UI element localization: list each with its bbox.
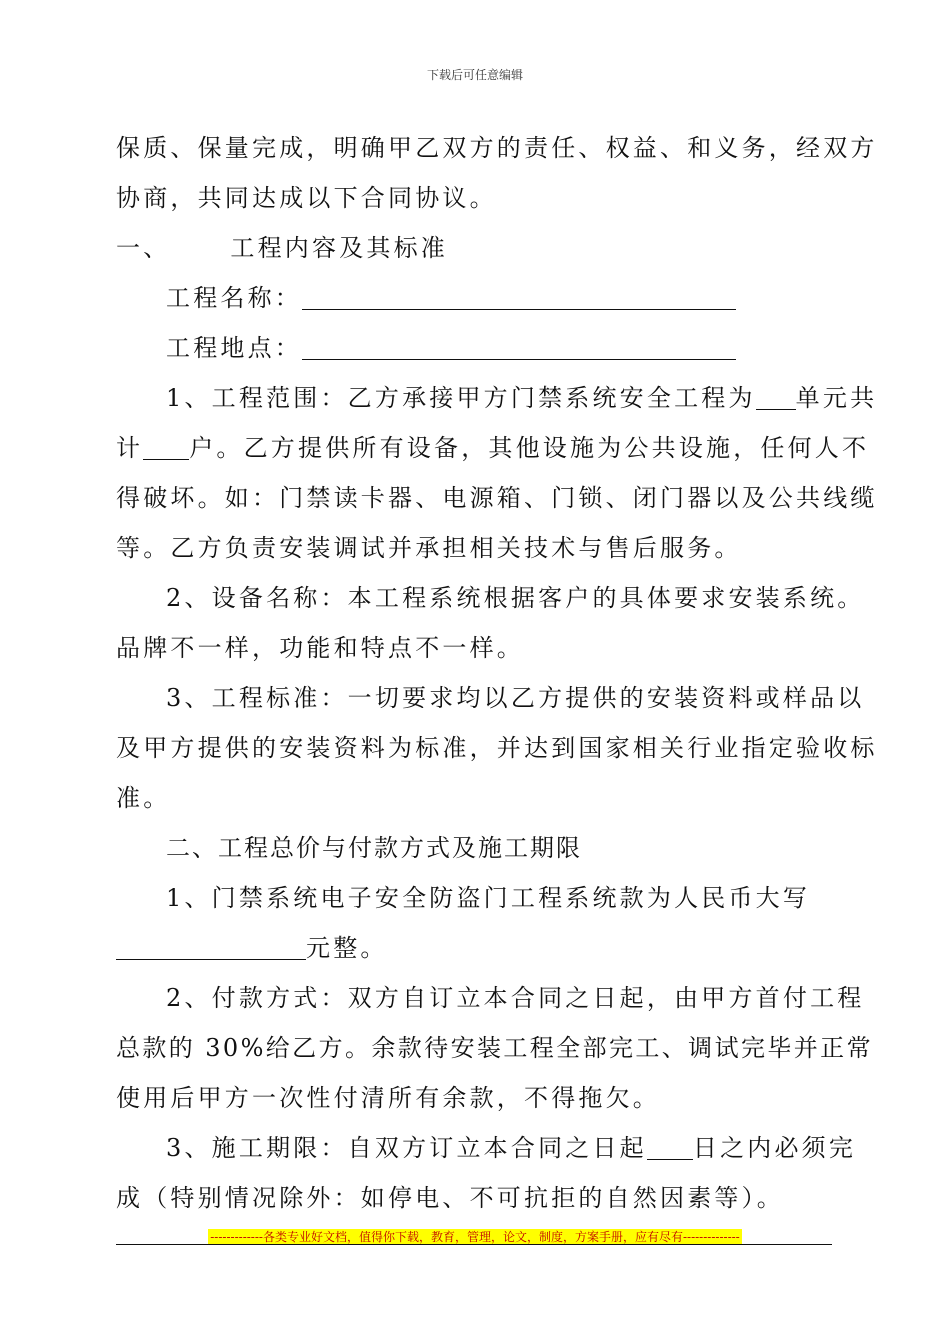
- body-line: [116, 432, 869, 464]
- page-header: 下载后可任意编辑: [426, 68, 523, 82]
- body-line: 协商，共同达成以下合同协议。: [116, 184, 497, 212]
- amount-suffix: 元整。: [306, 934, 388, 962]
- section-1-heading: [116, 232, 448, 264]
- body-line: 2、付款方式：双方自订立本合同之日起，由甲方首付工程: [166, 984, 865, 1012]
- scope-text: 单元共: [795, 384, 878, 412]
- project-location-row: [166, 332, 736, 364]
- amount-blank: [116, 935, 306, 960]
- body-line: 保质、保量完成，明确甲乙双方的责任、权益、和义务，经双方: [116, 134, 878, 162]
- section-1-title: 工程内容及其标准: [230, 234, 449, 262]
- body-line: [116, 932, 388, 964]
- body-line: 及甲方提供的安装资料为标准，并达到国家相关行业指定验收标: [116, 734, 878, 762]
- body-line: [166, 1132, 856, 1164]
- project-name-row: [166, 282, 736, 314]
- footer-divider: [116, 1244, 832, 1245]
- footer-banner: -------------各类专业好文档，值得你下载，教育，管理，论文，制度，方案手册，应有尽有--------------: [210, 1230, 740, 1244]
- period-text: 3、施工期限：自双方订立本合同之日起: [166, 1134, 647, 1162]
- body-line: 成（特别情况除外：如停电、不可抗拒的自然因素等）。: [116, 1184, 784, 1212]
- section-2-heading: 二、工程总价与付款方式及施工期限: [166, 834, 582, 862]
- body-line: 使用后甲方一次性付清所有余款，不得拖欠。: [116, 1084, 660, 1112]
- body-line: 品牌不一样，功能和特点不一样。: [116, 634, 524, 662]
- days-blank: [647, 1135, 693, 1160]
- section-1-number: 一、: [116, 234, 171, 262]
- project-location-blank: [302, 335, 736, 360]
- page-footer: [0, 1226, 950, 1245]
- project-location-label: 工程地点：: [166, 334, 302, 362]
- body-line: 准。: [116, 784, 171, 812]
- project-name-label: 工程名称：: [166, 284, 302, 312]
- body-line: 得破坏。如：门禁读卡器、电源箱、门锁、闭门器以及公共线缆: [116, 484, 878, 512]
- body-line: 2、设备名称：本工程系统根据客户的具体要求安装系统。: [166, 584, 865, 612]
- body-line: 1、门禁系统电子安全防盗门工程系统款为人民币大写: [166, 884, 811, 912]
- scope-text: 户。乙方提供所有设备，其他设施为公共设施，任何人不: [189, 434, 870, 462]
- body-line: 等。乙方负责安装调试并承担相关技术与售后服务。: [116, 534, 742, 562]
- body-line: 总款的 30%给乙方。余款待安装工程全部完工、调试完毕并正常: [116, 1034, 873, 1062]
- units-blank: [756, 385, 796, 410]
- project-name-blank: [302, 285, 736, 310]
- households-blank: [143, 435, 189, 460]
- body-line: [166, 382, 877, 414]
- period-text: 日之内必须完: [692, 1134, 857, 1162]
- scope-text: 计: [116, 434, 144, 462]
- scope-text: 1、工程范围：乙方承接甲方门禁系统安全工程为: [166, 384, 756, 412]
- body-line: 3、工程标准：一切要求均以乙方提供的安装资料或样品以: [166, 684, 865, 712]
